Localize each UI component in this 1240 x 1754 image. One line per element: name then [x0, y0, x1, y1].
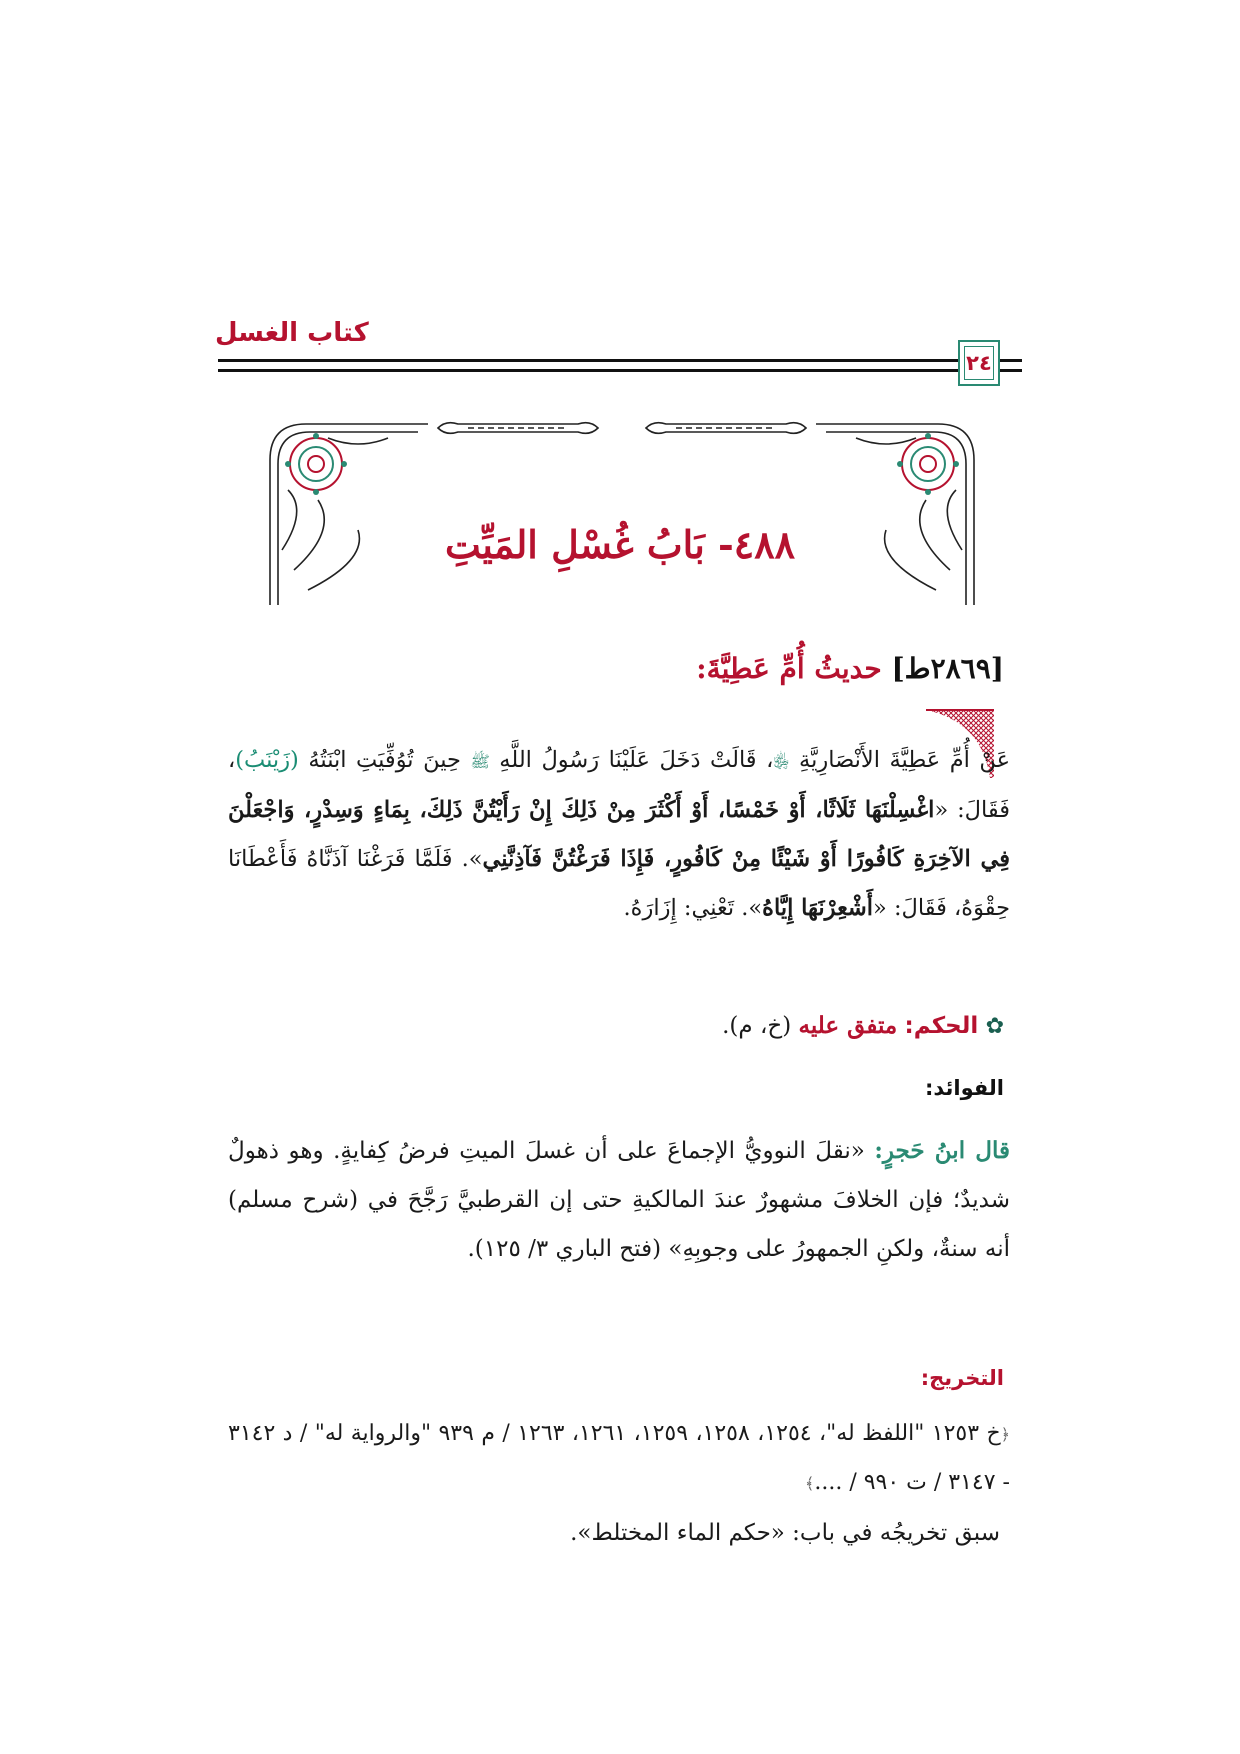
takhrij-text [228, 1410, 1010, 1508]
commentary-author: قال ابنُ حَجرٍ: [874, 1137, 1011, 1164]
open-bracket: ﴿ [1000, 1425, 1011, 1444]
header-rule [218, 359, 960, 362]
hadith-text-segment: حِينَ تُوُفِّيَتِ ابْنَتُهُ [298, 747, 471, 773]
hadith-text [228, 736, 1010, 933]
fawaid-heading: الفوائد: [925, 1076, 1004, 1100]
commentary-quote: «نقلَ النوويُّ الإجماعَ على أن غسلَ الميتِ فرضُ كِفايةٍ. وهو ذهولٌ شديدٌ؛ فإن الخلافَ مشهورٌ عندَ المالكيةِ حتى إن القرطبيَّ رَجَّحَ في (شرح مسلم) أنه سنةٌ، ولكنِ الجمهورُ على وجوبِهِ» (فتح الباري ٣/ ١٢٥). [228, 1138, 1010, 1262]
chapter-heading: ٤٨٨- بَابُ غُسْلِ المَيِّتِ [444, 522, 796, 567]
page-number: ٢٤ [958, 340, 1000, 386]
hadith-text-segment: ، قَالَتْ دَخَلَ عَلَيْنَا رَسُولُ اللَّهِ [489, 747, 774, 773]
running-title: كتاب الغسل [215, 318, 369, 348]
verdict-refs: (خ، م). [722, 1013, 799, 1039]
header-rule [1000, 359, 1022, 362]
header-rule [218, 369, 960, 372]
verdict-label: الحكم: [904, 1013, 979, 1039]
cross-reference-note: سبق تخريجُه في باب: «حكم الماء المختلط». [570, 1520, 1000, 1546]
hadith-text-segment: ». تَعْنِي: إِزَارَهُ. [623, 895, 763, 921]
hadith-text-segment: ، فَقَالَ: « [228, 747, 1011, 823]
chapter-ornament-frame [268, 420, 976, 605]
hadith-text-segment: عَنْ أُمِّ عَطِيَّةَ الأَنْصَارِيَّةِ [789, 747, 1010, 773]
person-name: (زَيْنَبُ) [235, 747, 299, 773]
prophetic-speech: اغْسِلْنَهَا ثَلَاثًا، أَوْ خَمْسًا، أَوْ أَكْثَرَ مِنْ ذَلِكَ إِنْ رَأَيْتُنَّ ذَلِكَ، بِمَاءٍ وَسِدْرٍ، وَاجْعَلْنَ فِي الآخِرَةِ كَافُورًا أَوْ شَيْئًا مِنْ كَافُورٍ، فَإِذَا فَرَغْتُنَّ فَآذِنَّنِي [228, 797, 1010, 872]
hadith-heading [696, 652, 1004, 685]
takhrij-heading: التخريج: [920, 1366, 1004, 1390]
verdict-value: متفق عليه [798, 1012, 898, 1039]
close-bracket: ﴾ [804, 1474, 815, 1493]
hadith-text-segment: ». فَلَمَّا فَرَغْنَا آذَنَّاهُ فَأَعْطَانَا حِقْوَهُ، فَقَالَ: « [228, 846, 1010, 921]
honorific: ﷺ [470, 752, 490, 771]
hadith-title: حديثُ أُمِّ عَطِيَّةَ: [696, 652, 882, 685]
hadith-number: [٢٨٦٩ط] [891, 652, 1004, 685]
honorific: ﵂ [773, 752, 790, 771]
takhrij-references: خ ١٢٥٣ "اللفظ له"، ١٢٥٤، ١٢٥٨، ١٢٥٩، ١٢٦١، ١٢٦٣ / م ٩٣٩ "والرواية له" / د ٣١٤٢ - ٣١٤٧ / ت ٩٩٠ / .... [228, 1421, 1010, 1495]
verdict-line [214, 1012, 1004, 1039]
flower-star-icon: ✿ [985, 1014, 1004, 1039]
prophetic-speech: أَشْعِرْنَهَا إِيَّاهُ [762, 895, 874, 921]
fawaid-text [228, 1126, 1010, 1274]
header-rule [1000, 369, 1022, 372]
